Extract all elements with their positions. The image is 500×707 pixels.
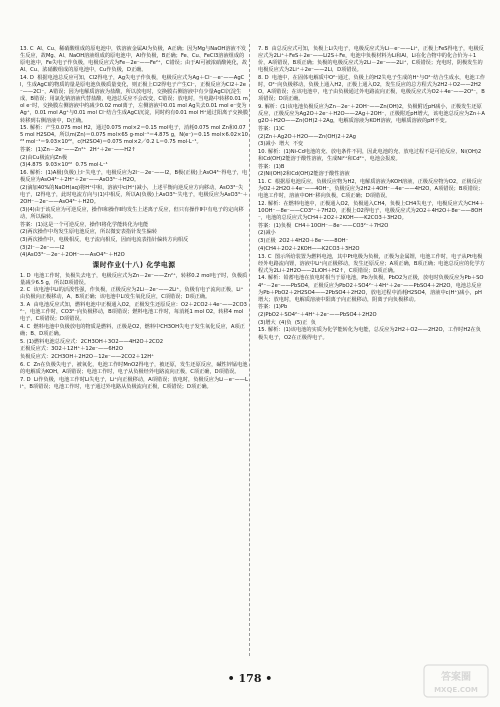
left-paragraph: (2)两次操作中均发生原电池反应，所以微安表指针发生偏转 [20,229,158,236]
right-paragraph: 15. 解析：(1)该电池的实质为化学能转化为电能，总反应为2H2＋O2——2H2O，工作时H2在负极失电子，O2在正极得电子。 [258,327,481,341]
left-paragraph: 15. 解析：产生0.075 mol H2，通过0.075 mol×2＝0.15 mol电子，消耗0.075 mol Zn和0.075 mol H2SO4。所以m(Zn)＝0.075 mol×65 g·mol⁻¹＝4.875 g，N(e⁻)＝0.15 mol×6.02×10²³ mol⁻¹＝9.03×10²²，c(H2SO4)＝0.075 mol×2／0.2 L＝0.75 mol·L⁻¹。 [20,125,248,146]
right-paragraph: (3)正极 2O2＋4H2O＋8e⁻——8OH⁻ [258,238,349,245]
left-paragraph: 16. 解析：(1)A极(负极)上I⁻失电子，电极反应为2I⁻－2e⁻——I2，B极(正极)上AsO4³⁻得电子，电极反应为AsO4³⁻＋2H⁺＋2e⁻——AsO3³⁻＋H2O。 [20,170,248,184]
left-paragraph: 14. D 根据电池总反应可知，Cl2得电子，Ag失电子作负极，电极反应式为Ag＋Cl⁻－e⁻——AgCl，生成AgCl的物质的量是原电池负极质量变化，则正极上Cl2得电子产生Cl⁻，正极反应为Cl2＋2e⁻——2Cl⁻，A错误；因为电解质溶液为盐酸，所以放电时，交换膜右侧溶液中有少量AgCl沉淀生成，B错误；用氯化钠溶液代替盐酸，电池总反应不会改变，C错误；放电时，当电路中转移0.01 mol e⁻时，交换膜左侧溶液中约减少0.02 mol离子，左侧溶液中0.01 mol Ag失去0.01 mol e⁻变为Ag⁺，0.01 mol Ag⁺与0.01 mol Cl⁻结合生成AgCl沉淀，同时约有0.01 mol H⁺通过阳离子交换膜转移到右侧溶液中，D正确。 [20,74,248,124]
left-paragraph: 7. D Li作负极，电池工作时Li失电子，Li⁺向正极移动，A项错误；放电时，负极反应为Li－e⁻——Li⁺，B项错误；电池工作时，电子通过外电路从负极流向正极，C项错误；D项正确。 [20,376,248,390]
section-heading: 课时作业(十八) 化学电源 [92,261,176,270]
left-paragraph: (2)滴加40%的NaOH(aq)将H⁺中和，溶液中c(H⁺)减小，上述平衡向逆反应方向移动，AsO3³⁻失电子，I2得电子，此时电流方向与(1)中相反，所以A(负极)上AsO3³⁻失电子，电极反应为AsO3³⁻＋2OH⁻－2e⁻——AsO4³⁻＋H2O。 [20,184,248,206]
left-paragraph: 正极反应式：3O2＋12H⁺＋12e⁻——6H2O [20,346,123,353]
right-paragraph: 10. 解析：(1)Ni-Cd电池的充、放电条件不同，因此电池的充、放电过程不是可逆反应，Ni(OH)2和Cd(OH)2能溶于酸性溶液，生成Ni²⁺和Cd²⁺，电池会报废。 [258,148,482,162]
left-paragraph: (3)2I⁻－2e⁻——I2 [20,244,65,251]
page-number: • 178 • [227,672,273,685]
right-paragraph: (3)增大 (4)负 (5)正 负 [258,319,316,326]
right-paragraph: (4)CH4＋2O2＋2KOH——K2CO3＋3H2O [258,245,360,252]
left-paragraph: 3. A 由电池反应式知，燃料电池中正极通入O2，正极发生还原反应：O2＋2CO2＋4e⁻——2CO3²⁻，电池工作时，CO3²⁻向负极移动，B项错误；燃料电池工作时，每消耗1 mol O2，转移4 mol电子，C项错误；D项错误。 [20,302,247,323]
left-paragraph: (4)AsO3³⁻－2e⁻＋2OH⁻——AsO4³⁻＋H2O [20,252,125,259]
right-paragraph: (2)Ni(OH)2和Cd(OH)2能溶于酸性溶液 [258,171,350,178]
left-column [20,46,248,391]
left-paragraph: 2. C 该电池中Li的活泼性强，作负极，正极反应为2Li－2e⁻——2Li⁺，负极有电子流向正极，Li⁺由负极向正极移动，A、B项正确；该电池中Li发生氧化反应，C项错误；D项正确。 [20,287,244,301]
left-paragraph: 4. C 燃料电池中负极放电的物质是燃料，正极是O2，燃料中CH3OH失电子发生氧化反应，A项正确；B、D项正确。 [20,323,245,338]
right-paragraph: 14. 解析：铅蓄电池在放电时相当于原电池，Pb为负极，PbO2为正极，放电时负极反应为Pb＋SO4²⁻－2e⁻——PbSO4，正极反应为PbO2＋SO4²⁻＋4H⁺＋2e⁻——PbSO4＋2H2O，电池总反应为Pb＋PbO2＋2H2SO4——2PbSO4＋2H2O，放电过程中消耗H2SO4，溶液中c(H⁺)减小，pH增大；放电时，电解质溶液中阳离子向正极移动，阴离子向负极移动。 [258,275,484,303]
right-paragraph: (2)减小 [258,230,276,237]
right-paragraph: 7. B 由总反应式可知，负极上Li失电子，电极反应式为Li－e⁻——Li⁺，正极上FeS得电子，电极反应式为2Li⁺＋FeS＋2e⁻——Li2S＋Fe，电池中负极材料为Li和Al，Li在化合物中的化合价为＋1价，A项错误，B项正确；负极的电极反应式为2Li－2e⁻——2Li⁺，C项错误；充电时，阴极发生的电极反应式为2Li⁺＋2e⁻——2Li，D项错误。 [258,46,484,74]
right-column [258,46,486,342]
left-paragraph: 1. D 电池工作时，负极失去电子，电极反应式为Zn－2e⁻——Zn²⁺，转移0.2 mol电子时，负极质量减少6.5 g，所以D项错误。 [20,272,248,286]
svg-text:答案圈: 答案圈 [441,672,471,683]
left-paragraph: 答案：(1)Zn－2e⁻——Zn²⁺ 2H⁺＋2e⁻——H2↑ [20,147,136,154]
right-paragraph: 12. 解析：在燃料电池中，正极通入O2，负极通入CH4，负极上CH4失电子，电极反应式为CH4＋10OH⁻－8e⁻——CO3²⁻＋7H2O，正极上O2得电子，电极反应式为2O2＋4H2O＋8e⁻——8OH⁻，电池的总反应式为CH4＋2O2＋2KOH——K2CO3＋3H2O。 [258,200,485,222]
left-paragraph: 13. C Al、Cu、稀硝酸组成的原电池中，铁溶液金属Al为负极，A正确；因为Mg与NaOH溶液不发生反应，故Mg、Al、NaOH溶液组成的原电池中，Al作负极，B正确；Fe、Cu、FeCl3溶液组成的原电池中，Fe失电子作负极，电极反应式为Fe－2e⁻——Fe²⁺，C错误；由于Al可被浓硝酸钝化，故Al、Cu、浓硝酸组成的原电池中，Cu作负极，D正确。 [20,46,248,74]
left-paragraph: 负极反应式：2CH3OH＋2H2O－12e⁻——2CO2＋12H⁺ [20,354,154,361]
right-paragraph: (3)减小 增大 不变 [258,141,304,148]
watermark-logo [422,663,490,699]
right-paragraph: 13. C 图示所给装置为燃料电池，其中Pt电极为负极，正极为金属锂，电池工作时，电子从Pt电极经外电路流向锂，溶液中Li⁺向正极移动，发生还原反应；A项正确，B项正确；电池总反应的化学方程式为2Li＋2H2O——2LiOH＋H2↑，C项错误；D项正确。 [258,253,485,274]
left-paragraph: (3)4.875 9.03×10²² 0.75 mol·L⁻¹ [20,162,108,169]
right-paragraph: 答案：(1)B [258,163,285,170]
left-paragraph: 答案：(1)这是一个可逆反应，操作Ⅰ将化学能转化为电能 [20,221,149,228]
right-paragraph: 8. D 电池中，在固体电解质中O²⁻通过，负极上的H2失电子生成的H⁺与O²⁻结合生成水，电池工作时，O²⁻向负极移动，负极上通入H2，正极上通入O2，发生反应的总方程式为2H2＋O2——2H2O，A项错误；在该电池中，电子由负极通过外电路流向正极，电极反应式为O2＋4e⁻——2O²⁻，B项错误；D项正确。 [258,74,486,103]
left-paragraph: 6. C Zn在负极失电子，被氧化，电池工作时MnO2得电子，被还原，发生还原反应，碱性锌锰电池的电解质为KOH，A项错误；电池工作时，电子从负极经外电路流向正极，C项正确，D项错误。 [20,361,248,375]
right-paragraph: 9. 解析：(1)该电池负极反应为Zn－2e⁻＋2OH⁻——Zn(OH)2，负极附近pH减小，正极发生还原反应，正极反应为Ag2O＋2e⁻＋H2O——2Ag＋2OH⁻，正极附近pH增大，该电池总反应为Zn＋Ag2O＋H2O——Zn(OH)2＋2Ag，电解质溶液为KOH溶液，电解质溶液的pH不变。 [258,103,485,125]
right-paragraph: 答案：(1)负极 CH4＋10OH⁻－8e⁻——CO3²⁻＋7H2O [258,222,389,229]
left-paragraph: (3)两次操作中，电极相反，电子流向相反，因而电流表指针偏转方向相反 [20,236,189,243]
right-paragraph: 11. C 根据原电池反应，负极反应物为H2，电解质溶液为KOH溶液，正极反应物为O2，正极反应为O2＋2H2O＋4e⁻——4OH⁻，负极反应为2H2＋4OH⁻－4e⁻——4H2O，A项错误；B项错误；电池工作时，溶液中OH⁻移向负极，C项正确；D项错误。 [258,179,484,200]
right-paragraph: (2)PbO2＋SO4²⁻＋4H⁺＋2e⁻——PbSO4＋2H2O [258,312,377,319]
column-divider [249,44,250,656]
left-paragraph: 5. (1)燃料电池总反应式：2CH3OH＋3O2——4H2O＋2CO2 [20,338,164,345]
svg-text:MXQE.COM: MXQE.COM [434,686,478,694]
right-paragraph: 答案：(1)Pb [258,304,288,311]
left-paragraph: (2)由Cu极流向Zn极 [20,154,68,161]
left-paragraph: (3)(4)由于该反应为可逆反应，操作Ⅰ和操作Ⅱ均发生上述离子反应，但只有操作Ⅱ中有电子的定向移动，所以偏转。 [20,206,244,220]
right-paragraph: (2)Zn＋Ag2O＋H2O——Zn(OH)2＋2Ag [258,133,356,140]
right-paragraph: 答案：(1)C [258,125,285,132]
